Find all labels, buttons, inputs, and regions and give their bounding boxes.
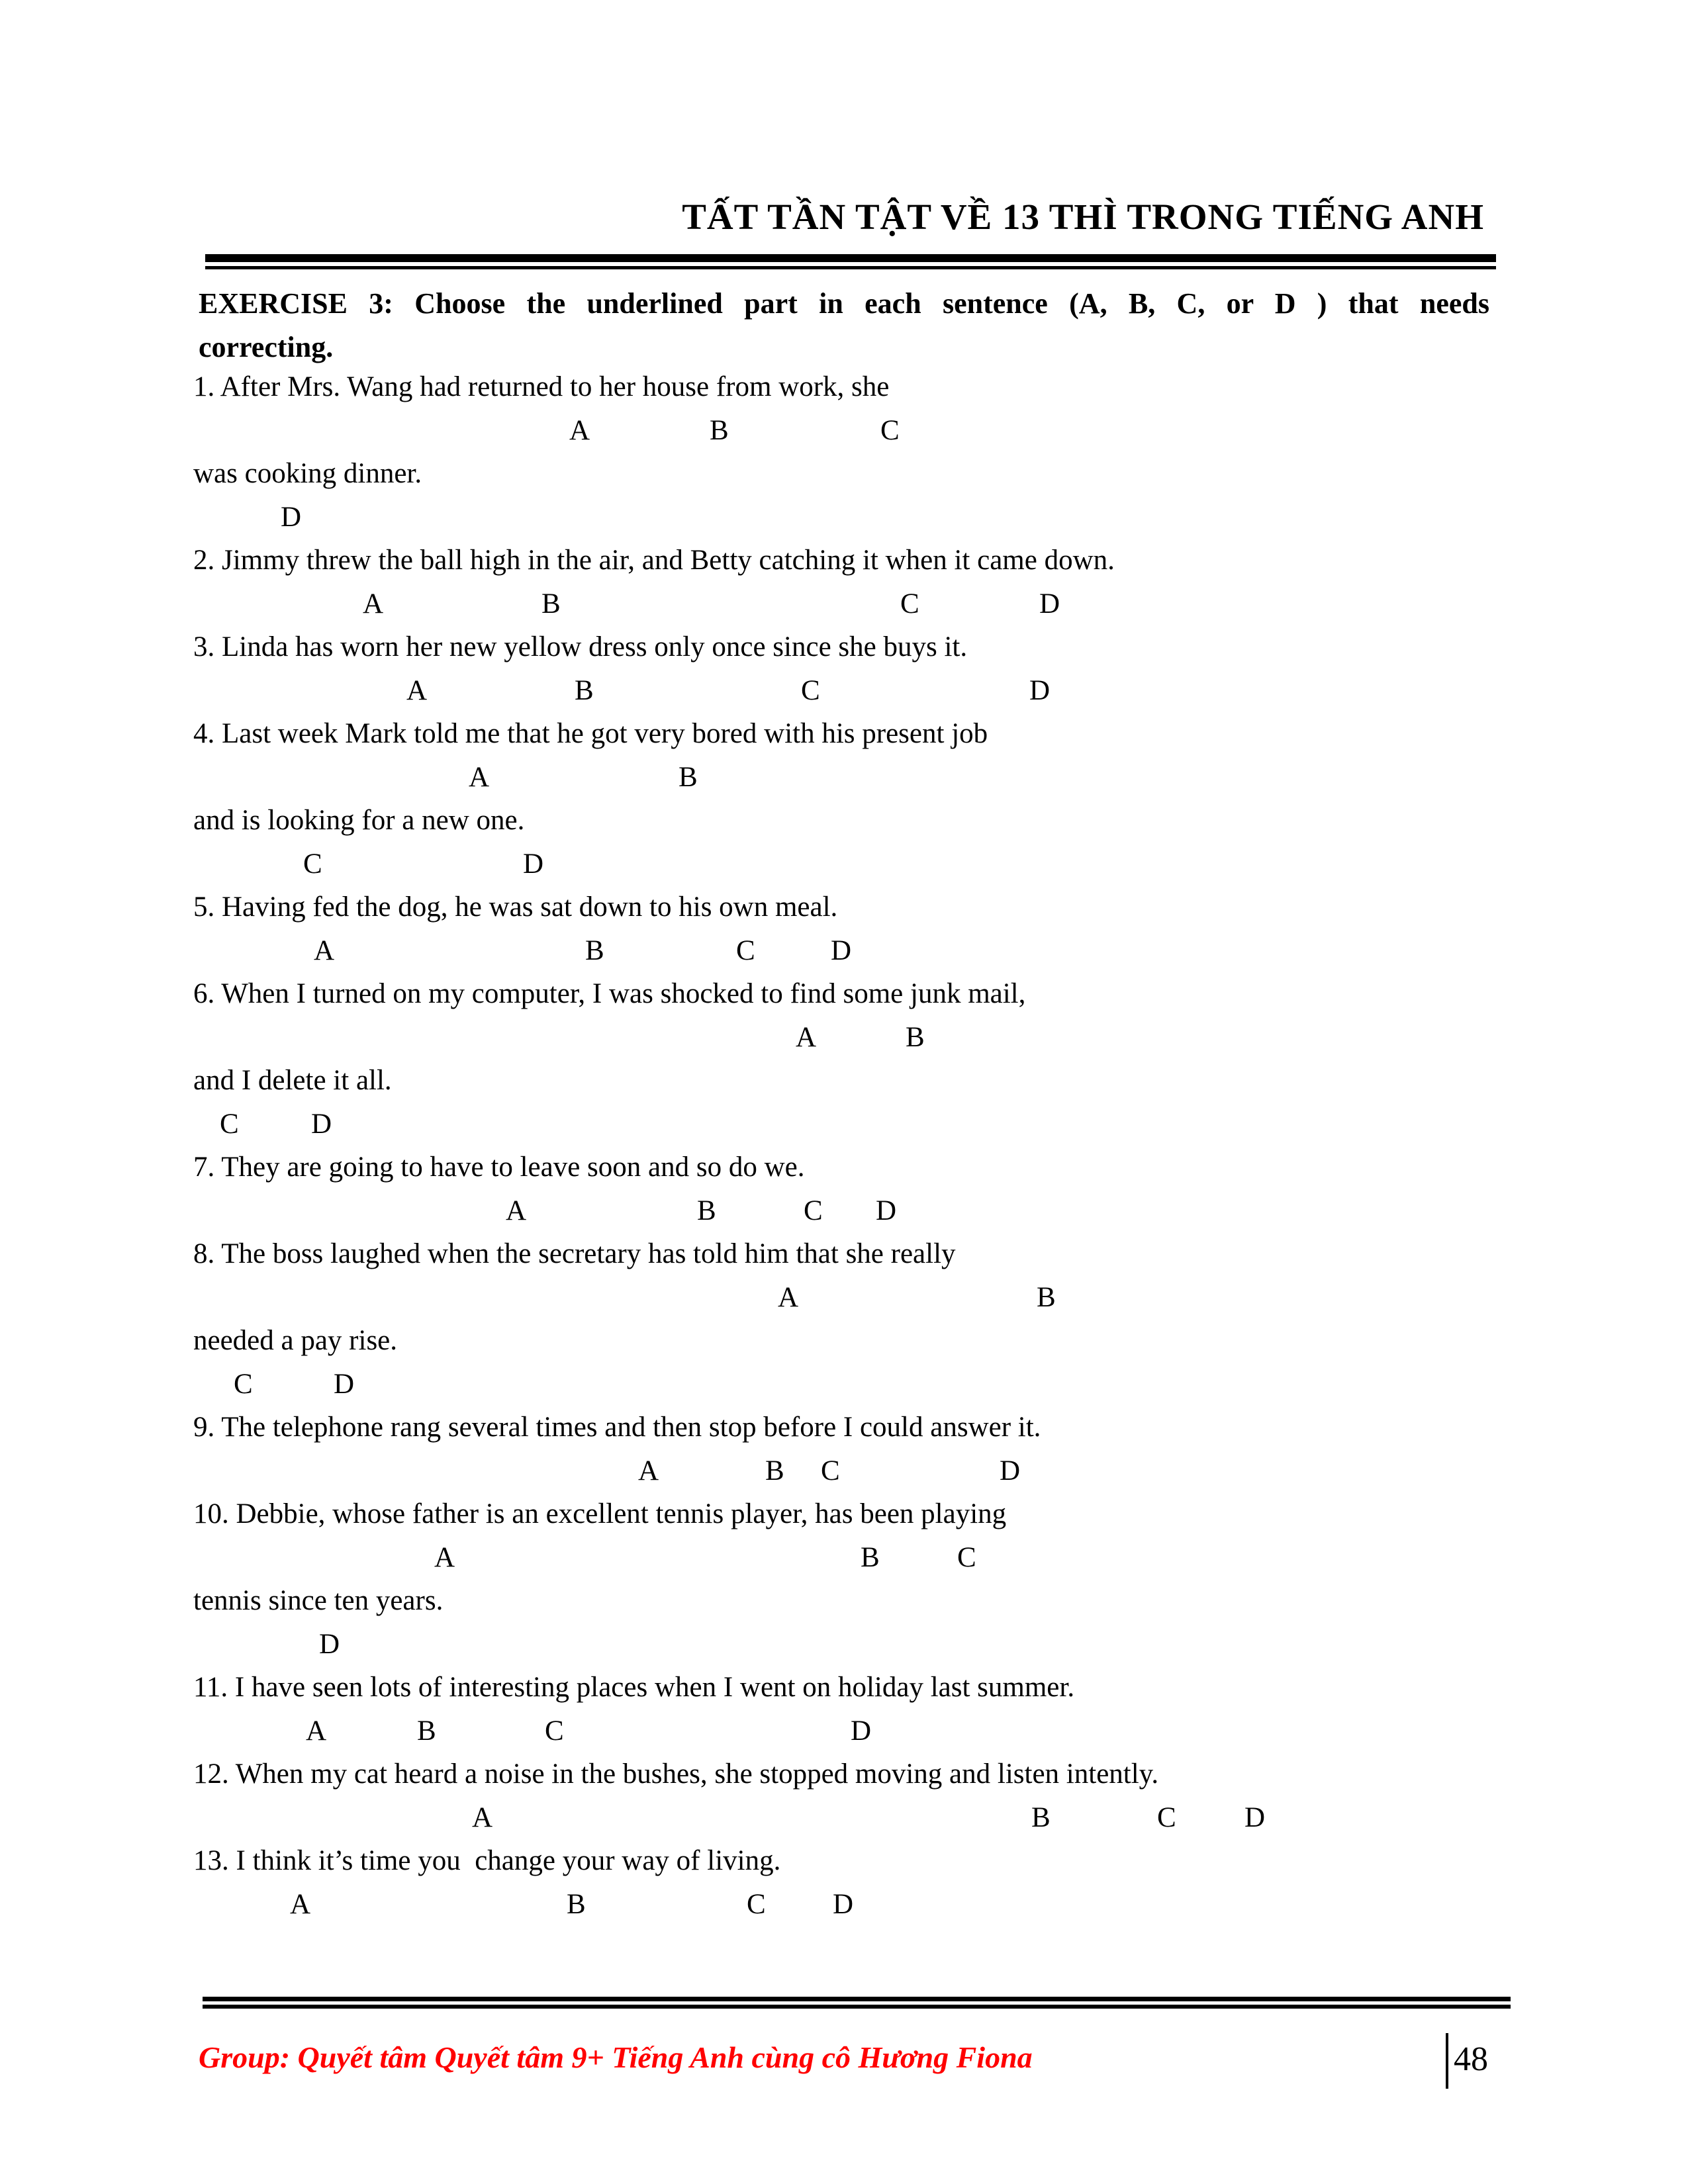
footer-divider-bottom xyxy=(203,2005,1511,2009)
option-letter-C: C xyxy=(303,848,322,880)
option-letter-D: D xyxy=(876,1195,897,1226)
sentence-line: 3. Linda has worn her new yellow dress only once since she buys it. xyxy=(193,631,968,662)
option-letter-A: A xyxy=(506,1195,527,1226)
sentence-line: needed a pay rise. xyxy=(193,1325,398,1356)
answer-letter-row xyxy=(0,496,1688,539)
answer-letter-row xyxy=(0,756,1688,799)
exercise-header-line1: EXERCISE 3: Choose the underlined part in each sentence (A, B, C, or D ) that needs xyxy=(199,287,1489,320)
answer-letter-row xyxy=(0,1796,1688,1840)
option-letter-C: C xyxy=(234,1368,253,1400)
option-letter-D: D xyxy=(851,1715,872,1747)
exercise-body xyxy=(0,365,1688,1926)
option-letter-C: C xyxy=(821,1455,840,1486)
option-letter-B: B xyxy=(1031,1801,1051,1833)
answer-letter-row xyxy=(0,1883,1688,1927)
option-letter-A: A xyxy=(314,934,335,966)
sentence-line: 12. When my cat heard a noise in the bushes, she stopped moving and listen intently. xyxy=(193,1758,1159,1790)
sentence-line: 10. Debbie, whose father is an excellent tennis player, has been playing xyxy=(193,1498,1007,1529)
option-letter-D: D xyxy=(281,501,302,533)
answer-letter-row xyxy=(0,1189,1688,1233)
page-number: 48 xyxy=(1446,2033,1489,2089)
sentence-line: 7. They are going to have to leave soon and so do we. xyxy=(193,1152,805,1183)
option-letter-D: D xyxy=(833,1888,854,1920)
option-letter-B: B xyxy=(541,588,561,619)
option-letter-C: C xyxy=(747,1888,766,1920)
sentence-line: tennis since ten years. xyxy=(193,1585,444,1616)
sentence-line: 5. Having fed the dog, he was sat down to his own meal. xyxy=(193,891,838,923)
option-letter-B: B xyxy=(710,414,729,446)
answer-letter-row xyxy=(0,929,1688,973)
option-letter-C: C xyxy=(1157,1801,1176,1833)
option-letter-D: D xyxy=(1039,588,1060,619)
option-letter-A: A xyxy=(363,588,384,619)
answer-letter-row xyxy=(0,669,1688,713)
option-letter-B: B xyxy=(697,1195,716,1226)
option-letter-B: B xyxy=(906,1021,925,1053)
option-letter-D: D xyxy=(334,1368,355,1400)
option-letter-C: C xyxy=(880,414,900,446)
option-letter-D: D xyxy=(319,1628,340,1660)
option-letter-B: B xyxy=(679,761,698,793)
sentence-line: 6. When I turned on my computer, I was shocked to find some junk mail, xyxy=(193,978,1026,1009)
answer-letter-row xyxy=(0,1709,1688,1753)
answer-letter-row xyxy=(0,1276,1688,1320)
footer-divider-top xyxy=(203,1997,1511,2001)
title-divider-thin xyxy=(205,266,1496,269)
answer-letter-row xyxy=(0,582,1688,626)
option-letter-C: C xyxy=(220,1108,239,1140)
option-letter-A: A xyxy=(469,761,490,793)
sentence-line: 2. Jimmy threw the ball high in the air, and Betty catching it when it came down. xyxy=(193,545,1115,576)
option-letter-B: B xyxy=(861,1541,880,1573)
option-letter-B: B xyxy=(567,1888,586,1920)
exercise-header xyxy=(199,282,1489,369)
sentence-line: 13. I think it’s time you change your way of living. xyxy=(193,1845,781,1876)
option-letter-A: A xyxy=(290,1888,311,1920)
option-letter-A: A xyxy=(796,1021,817,1053)
footer-group-credit: Group: Quyết tâm Quyết tâm 9+ Tiếng Anh cùng cô Hương Fiona xyxy=(199,2040,1033,2074)
option-letter-D: D xyxy=(1029,674,1051,706)
answer-letter-row xyxy=(0,842,1688,886)
option-letter-C: C xyxy=(900,588,919,619)
sentence-line: and is looking for a new one. xyxy=(193,805,525,836)
sentence-line: 1. After Mrs. Wang had returned to her house from work, she xyxy=(193,371,890,402)
option-letter-C: C xyxy=(545,1715,564,1747)
answer-letter-row xyxy=(0,1363,1688,1406)
sentence-line: 4. Last week Mark told me that he got very bored with his present job xyxy=(193,718,988,749)
sentence-line: was cooking dinner. xyxy=(193,458,422,489)
option-letter-A: A xyxy=(638,1455,659,1486)
answer-letter-row xyxy=(0,1103,1688,1146)
sentence-line: 11. I have seen lots of interesting places when I went on holiday last summer. xyxy=(193,1672,1075,1703)
option-letter-A: A xyxy=(472,1801,493,1833)
answer-letter-row xyxy=(0,409,1688,453)
title-divider-thick xyxy=(205,254,1496,262)
option-letter-D: D xyxy=(311,1108,332,1140)
answer-letter-row xyxy=(0,1623,1688,1666)
exercise-header-line2: correcting. xyxy=(199,330,334,363)
option-letter-C: C xyxy=(801,674,820,706)
option-letter-B: B xyxy=(765,1455,784,1486)
sentence-line: and I delete it all. xyxy=(193,1065,392,1096)
option-letter-A: A xyxy=(569,414,590,446)
option-letter-A: A xyxy=(306,1715,327,1747)
option-letter-D: D xyxy=(1244,1801,1266,1833)
answer-letter-row xyxy=(0,1536,1688,1580)
option-letter-C: C xyxy=(804,1195,823,1226)
option-letter-A: A xyxy=(778,1281,799,1313)
answer-letter-row xyxy=(0,1449,1688,1493)
option-letter-A: A xyxy=(406,674,428,706)
sentence-line: 9. The telephone rang several times and then stop before I could answer it. xyxy=(193,1412,1041,1443)
option-letter-C: C xyxy=(736,934,755,966)
page-title: TẤT TẦN TẬT VỀ 13 THÌ TRONG TIẾNG ANH xyxy=(682,197,1484,237)
option-letter-D: D xyxy=(1000,1455,1021,1486)
option-letter-B: B xyxy=(575,674,594,706)
option-letter-A: A xyxy=(434,1541,455,1573)
option-letter-D: D xyxy=(831,934,852,966)
answer-letter-row xyxy=(0,1016,1688,1060)
option-letter-D: D xyxy=(523,848,544,880)
option-letter-B: B xyxy=(417,1715,436,1747)
sentence-line: 8. The boss laughed when the secretary has told him that she really xyxy=(193,1238,956,1269)
option-letter-C: C xyxy=(957,1541,976,1573)
option-letter-B: B xyxy=(1037,1281,1056,1313)
option-letter-B: B xyxy=(585,934,604,966)
